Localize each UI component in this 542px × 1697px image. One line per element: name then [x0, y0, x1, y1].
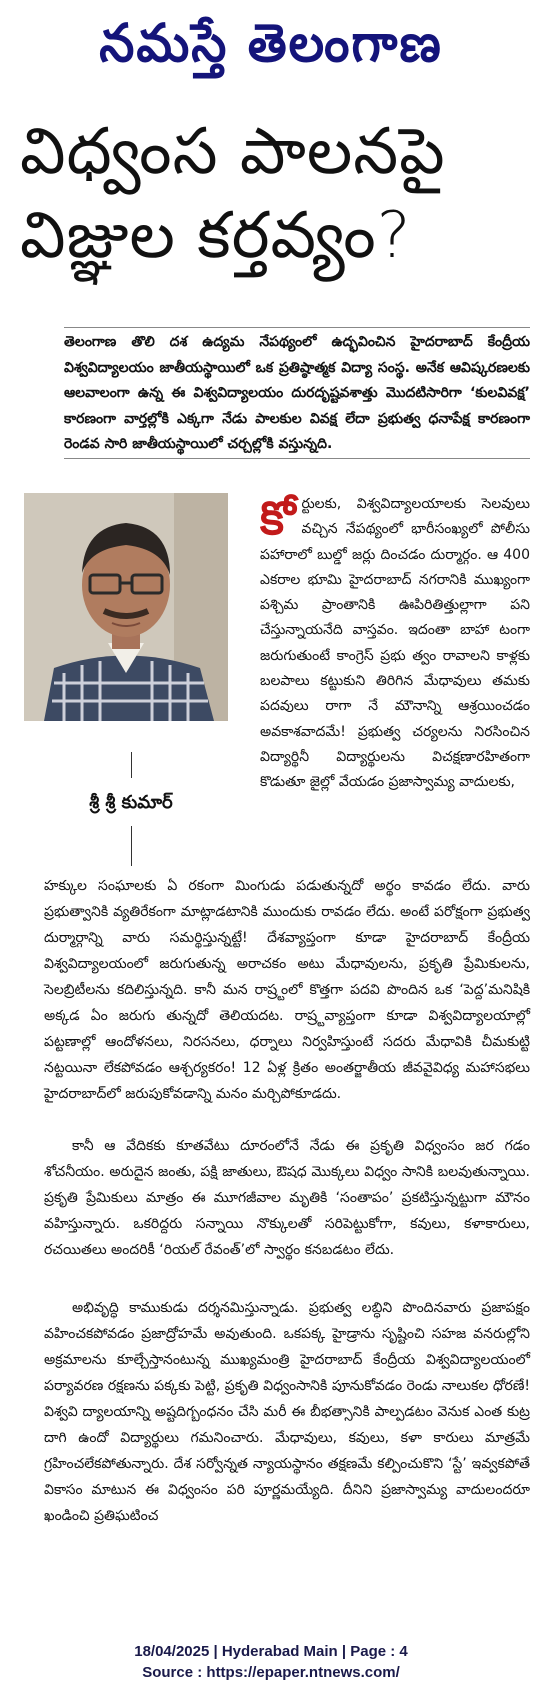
- intro-top-rule: [64, 327, 530, 328]
- author-photo: [24, 493, 228, 721]
- dropcap: కో: [260, 491, 296, 545]
- author-byline: శ్రీ శ్రీ కుమార్: [89, 792, 173, 813]
- article-column: [260, 492, 530, 796]
- article-paragraph-3: అభివృద్ధి కాముకుడు దర్శనమిస్తున్నాడు. ప్రభుత్వ లబ్ధిని పొందినవారు ప్రజాపక్షం వహించకపోవడం ప్రజాద్రోహమే అవుతుంది. ఒకపక్క హైడ్రాను సృష్టించి సహజ వనరుల్లోని అక్రమాలను కూల్చేస్తానంటున్న ముఖ్యమంత్రి హైదరాబాద్ కేంద్రీయ విశ్వవిద్యాలయంలో పర్యావరణ రక్షణను పక్కకు పెట్టి, ప్రకృతి విధ్వంసానికి పూనుకోవడం రెండు నాలుకల ధోరణే! విశ్వవి ద్యాలయాన్ని అష్టదిగ్బంధనం చేసి మరీ ఈ బీభత్సానికి పాల్పడటం వెనుక ఎంత కుట్ర దాగి ఉందో విద్యార్థులు గమనించారు. మేధావులు, కవులు, కళా కారులు మాత్రమే గ్రహించలేకపోతున్నారు. దేశ సర్వోన్నత న్యాయస్థానం తక్షణమే కల్పించుకొని ‘స్టే’ ఇవ్వకపోతే వికాసం మాటున ఈ విధ్వంసం పరి పూర్ణమయ్యేది. దీనిని ప్రజాస్వామ్య వాదులందరూ ఖండించి ప్రతిఘటించ: [44, 1300, 530, 1524]
- author-portrait-image: [24, 493, 228, 721]
- masthead-logo: నమస్తే తెలంగాణ: [99, 11, 443, 74]
- footer-source: Source : https://epaper.ntnews.com/: [142, 1664, 400, 1681]
- byline-top-rule: [131, 752, 132, 778]
- footer-dateline: 18/04/2025 | Hyderabad Main | Page : 4: [134, 1643, 408, 1660]
- article-column-text: ర్టులకు, విశ్వవిద్యాలయాలకు సెలవులు వచ్చిన నేపథ్యంలో భారీసంఖ్యలో పోలీసు పహారాలో బుల్డో జర్లు దించడం దుర్మార్గం. ఆ 400 ఎకరాల భూమి హైదరాబాద్ నగరానికి ముఖ్యంగా పశ్చిమ ప్రాంతానికి ఊపిరితిత్తుల్లాగా పని చేస్తున్నాయనేది వాస్తవం. ఇదంతా బాహా టంగా జరుగుతుంటే కాంగ్రెస్ ప్రభు త్వం రావాలని కాళ్లకు బలపాలు కట్టుకుని తిరిగిన మేధావులు తమకు పదవులు రాగా నే మౌనాన్ని ఆశ్రయించడం అవకాశవాదమే! ప్రభుత్వ చర్యలను నిరసించిన విద్యార్థినీ విద్యార్థులను విచక్షణారహితంగా కొడుతూ జైల్లో వేయడం ప్రజాస్వామ్య వాదులకు,: [260, 496, 530, 791]
- headline: [20, 110, 530, 278]
- byline-bottom-rule: [131, 826, 132, 866]
- intro-bottom-rule: [64, 458, 530, 459]
- intro-blurb: తెలంగాణ తొలి దశ ఉద్యమ నేపథ్యంలో ఉద్భవించిన హైదరాబాద్ కేంద్రీయ విశ్వవిద్యాలయం జాతీయస్థాయిలో ఒక ప్రతిష్ఠాత్మక విద్యా సంస్థ. అనేక ఆవిష్కరణలకు ఆలవాలంగా ఉన్న ఈ విశ్వవిద్యాలయం దురదృష్టవశాత్తు మొదటిసారిగా ‘కులవివక్ష’ కారణంగా వార్తల్లోకి ఎక్కగా నేడు పాలకుల వివక్ష లేదా ప్రభుత్వ ధనాపేక్ష కారణంగా రెండవ సారి జాతీయస్థాయిలో చర్చల్లోకి వస్తున్నది.: [64, 334, 530, 452]
- headline-line-2: విజ్ఞుల కర్తవ్యం?: [20, 199, 412, 273]
- article-paragraph-1: హక్కుల సంఘాలకు ఏ రకంగా మింగుడు పడుతున్నదో అర్థం కావడం లేదు. వారు ప్రభుత్వానికి వ్యతిరేకంగా మాట్లాడటానికి ముందుకు రావడం లేదు. అంటే పరోక్షంగా ప్రభుత్వ దుర్మార్గాన్ని వారు సమర్థిస్తున్నట్టే! దేశవ్యాప్తంగా కూడా హైదరాబాద్ కేంద్రీయ విశ్వవిద్యాలయంలో జరుగుతున్న అరాచకం అటు మేధావులను, ప్రకృతి ప్రేమికులను, సెలబ్రిటీలను కదిలిస్తున్నది. కానీ మన రాష్ర్టంలో కొత్తగా పదవి పొందిన ఒక ‘పెద్ద’మనిషికి అక్కడ ఏం జరుగు తున్నదో తెలియదట. రాష్ర్టవ్యాప్తంగా కూడా విశ్వవిద్యాలయాల్లో పట్టణాల్లో ఆందోళనలు, నిరసనలు, ధర్నాలు నిర్వహిస్తుంటే సదరు మేధావికి చీమకుట్టి నట్టయినా లేకపోవడం ఆశ్చర్యకరం! 12 ఏళ్ల క్రితం అంతర్జాతీయ జీవవైవిధ్య మహాసభలు హైదరాబాద్‌లో జరుపుకోవడాన్ని మనం మర్చిపోకూడదు.: [44, 878, 530, 1102]
- article-paragraph-2: కానీ ఆ వేదికకు కూతవేటు దూరంలోనే నేడు ఈ ప్రకృతి విధ్వంసం జర గడం శోచనీయం. అరుదైన జంతు, పక్షి జాతులు, ఔషధ మొక్కలు విధ్వం సానికి బలవుతున్నాయి. ప్రకృతి ప్రేమికులు మాత్రం ఈ మూగజీవాల మృతికి ‘సంతాపం’ ప్రకటిస్తున్నట్టుగా మౌనం వహిస్తున్నారు. ఒకరిద్దరు సన్నాయి నొక్కులతో సరిపెట్టుకోగా, కవులు, కళాకారులు, రచయితలు అందరికీ ‘రియల్ రేవంత్’లో స్వార్థం కనబడటం లేదు.: [44, 1138, 530, 1258]
- headline-line-1: విధ్వంస పాలనపై: [20, 115, 446, 189]
